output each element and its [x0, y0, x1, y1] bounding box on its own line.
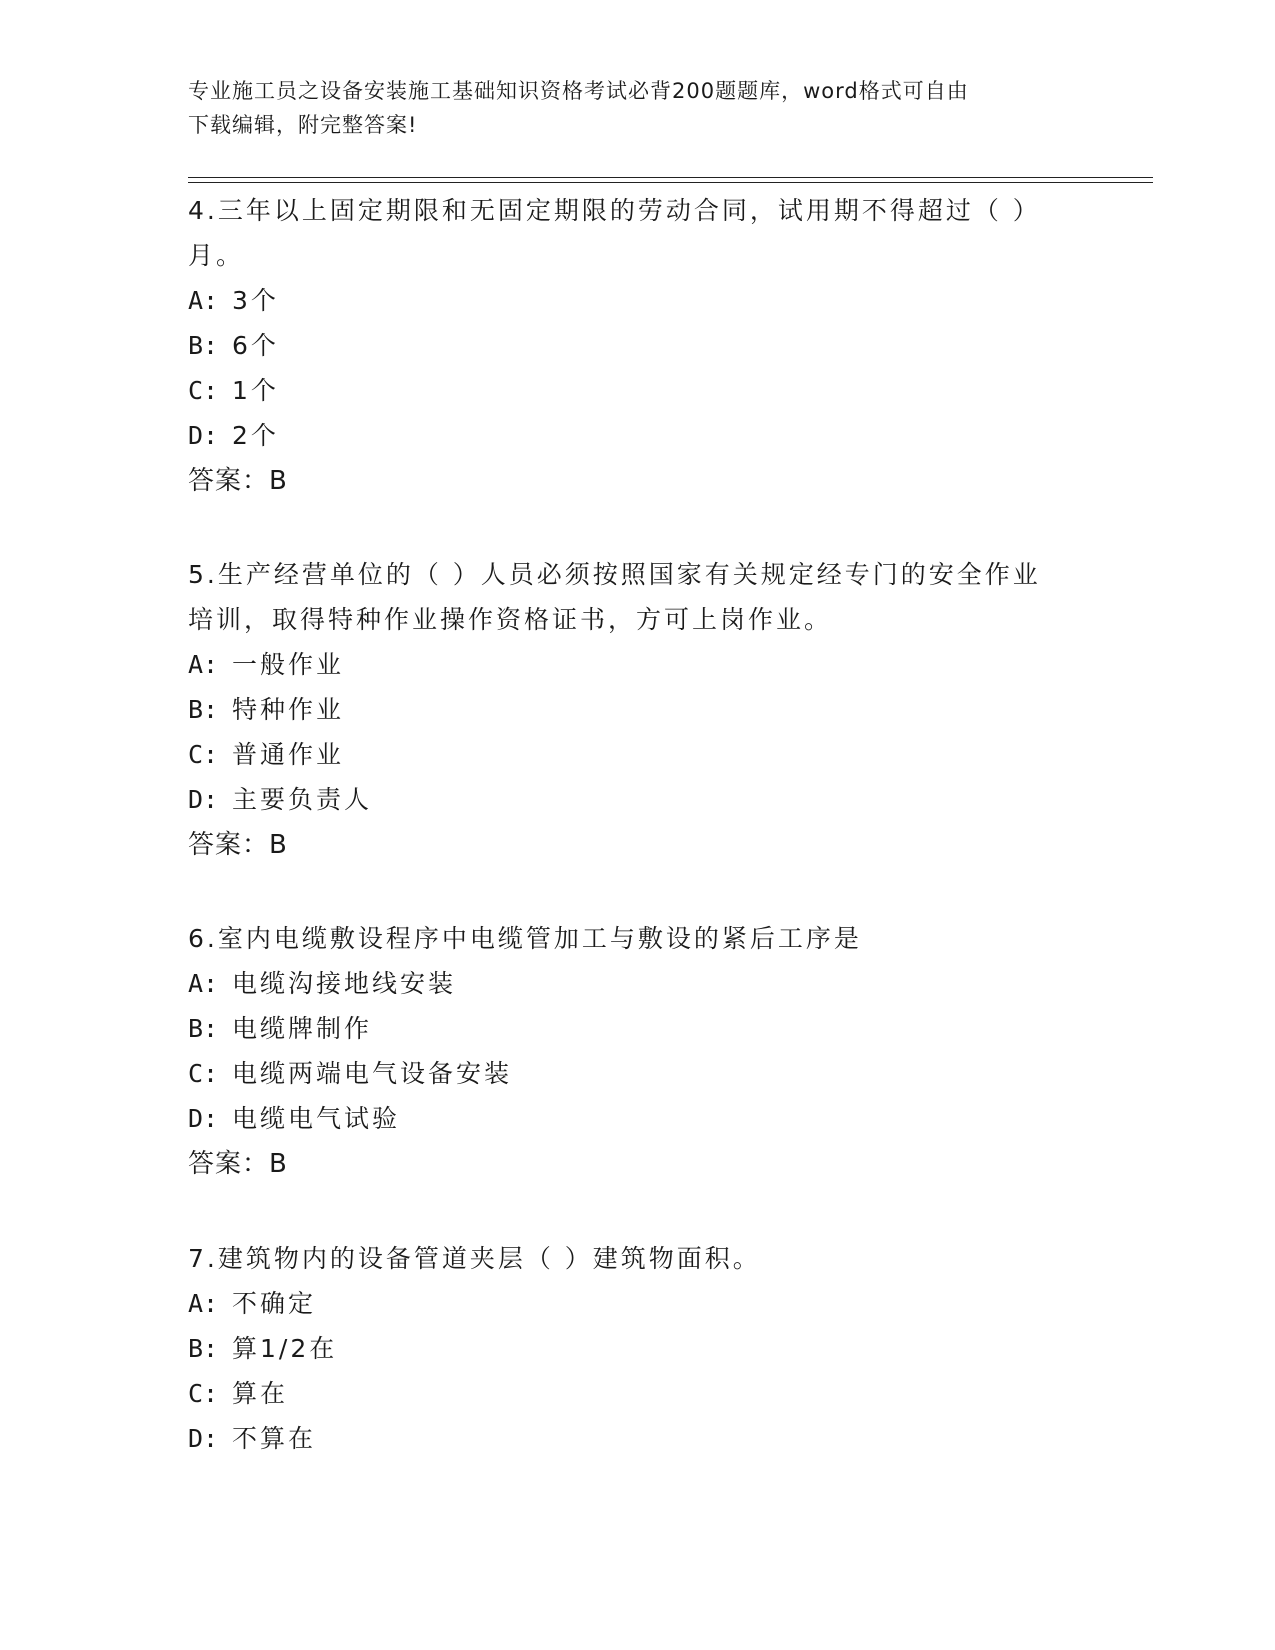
question-stem-line: 4.三年以上固定期限和无固定期限的劳动合同，试用期不得超过（ ） — [188, 196, 1041, 225]
option-c — [188, 732, 1088, 777]
option-letter: C: — [188, 740, 219, 769]
option-letter: B: — [188, 1014, 219, 1043]
option-text: 3个 — [232, 286, 279, 315]
header-line-1: 专业施工员之设备安装施工基础知识资格考试必背200题题库，word格式可自由 — [188, 79, 969, 103]
answer-line: 答案：B — [188, 1149, 288, 1179]
option-c — [188, 1051, 1088, 1096]
question-stem-line: 5.生产经营单位的（ ）人员必须按照国家有关规定经专门的安全作业 — [188, 560, 1041, 589]
option-text: 普通作业 — [232, 740, 345, 769]
option-letter: A: — [188, 1289, 219, 1318]
option-letter: D: — [188, 421, 219, 450]
option-d — [188, 1096, 1088, 1141]
option-d — [188, 1416, 1088, 1461]
question-stem-line: 7.建筑物内的设备管道夹层（ ）建筑物面积。 — [188, 1244, 761, 1273]
option-a — [188, 642, 1088, 687]
option-letter: C: — [188, 1379, 219, 1408]
option-letter: A: — [188, 969, 219, 998]
option-text: 电缆沟接地线安装 — [232, 969, 457, 998]
option-a — [188, 961, 1088, 1006]
answer-line: 答案：B — [188, 466, 288, 496]
option-letter: D: — [188, 785, 219, 814]
option-letter: B: — [188, 695, 219, 724]
option-a — [188, 1281, 1088, 1326]
option-text: 2个 — [232, 421, 279, 450]
option-text: 电缆电气试验 — [232, 1104, 401, 1133]
option-letter: C: — [188, 376, 219, 405]
option-d — [188, 413, 1088, 458]
option-text: 一般作业 — [232, 650, 345, 679]
question-stem-line: 月。 — [188, 241, 245, 270]
option-b — [188, 1326, 1088, 1371]
option-b — [188, 1006, 1088, 1051]
option-text: 1个 — [232, 376, 279, 405]
question-stem-line: 培训，取得特种作业操作资格证书，方可上岗作业。 — [188, 605, 833, 634]
document-header — [188, 74, 1068, 142]
header-line-2: 下载编辑，附完整答案! — [188, 113, 418, 137]
option-text: 6个 — [232, 331, 279, 360]
option-letter: D: — [188, 1424, 219, 1453]
option-letter: C: — [188, 1059, 219, 1088]
option-letter: B: — [188, 331, 219, 360]
option-text: 电缆牌制作 — [232, 1014, 373, 1043]
option-text: 特种作业 — [232, 695, 345, 724]
question-stem-line: 6.室内电缆敷设程序中电缆管加工与敷设的紧后工序是 — [188, 924, 862, 953]
option-letter: A: — [188, 286, 219, 315]
option-b — [188, 323, 1088, 368]
option-letter: B: — [188, 1334, 219, 1363]
option-a — [188, 278, 1088, 323]
option-letter: A: — [188, 650, 219, 679]
option-text: 不确定 — [232, 1289, 317, 1318]
option-d — [188, 777, 1088, 822]
option-text: 不算在 — [232, 1424, 317, 1453]
option-text: 算在 — [232, 1379, 289, 1408]
header-divider-bottom — [188, 182, 1153, 183]
question-4 — [188, 188, 1088, 504]
option-letter: D: — [188, 1104, 219, 1133]
question-5 — [188, 552, 1088, 868]
question-7 — [188, 1236, 1088, 1461]
option-c — [188, 1371, 1088, 1416]
answer-line: 答案：B — [188, 830, 288, 860]
option-b — [188, 687, 1088, 732]
header-divider-top — [188, 177, 1153, 178]
option-text: 电缆两端电气设备安装 — [232, 1059, 513, 1088]
option-c — [188, 368, 1088, 413]
option-text: 算1/2在 — [232, 1334, 338, 1363]
question-6 — [188, 916, 1088, 1187]
option-text: 主要负责人 — [232, 785, 373, 814]
